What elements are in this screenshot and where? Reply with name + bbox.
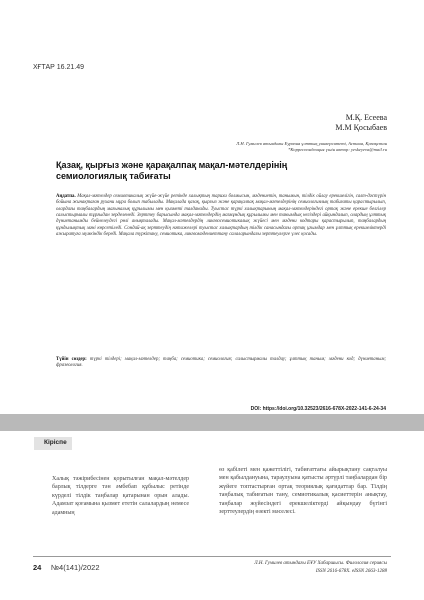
affiliation-block <box>236 141 387 153</box>
corresponding-author: *Корреспонденция үшін автор: yeskeyeva@mail.ru <box>288 147 387 152</box>
abstract <box>56 194 386 238</box>
journal-issn: ISSN 2616-678X. eISSN 2663-1288 <box>315 568 387 574</box>
classification-code: ХҒТАР 16.21.49 <box>33 64 85 71</box>
section-divider-bar <box>0 414 424 431</box>
journal-name: Л.Н. Гумилев атындағы ЕҰУ Хабаршысы. Филология сериясы <box>254 561 387 566</box>
issue-number: №4(141)/2022 <box>51 563 100 572</box>
author-name: М.Қ. Есеева <box>345 113 387 122</box>
affiliation: Л.Н. Гумилев атындағы Еуразия ұлттық университеті, Астана, Қазақстан <box>236 141 387 146</box>
author-name: М.М Қосыбаев <box>335 123 387 132</box>
journal-info <box>254 560 387 575</box>
keywords-text: түркі тілдері; мақал-мәтелдер; таңба; семиотика; семиология; салыстырмалы талдау; ұлттық таным; мәдени код; дүниетаным; фразеология. <box>56 357 386 369</box>
keywords <box>56 357 386 370</box>
doi-link[interactable]: DOI: https://doi.org/10.32523/2616-678X-2022-141-6-24-34 <box>250 406 386 412</box>
article-title-line: семиологиялық табиғаты <box>56 171 171 181</box>
article-title <box>56 160 386 182</box>
abstract-label: Аңдатпа. <box>56 194 76 199</box>
body-column-left: Халық тәжірибесінен қорытылған мақал-мәтелдер барлық тілдерге тән әмбебап құбылыс ретінде күрделі тілдік таңбалар қатарынан орын алады. Адамзат қоғамына қызмет ететін салалардың немесе адамның <box>52 476 189 516</box>
footer-divider <box>33 556 391 557</box>
keywords-label: Түйін сөздер: <box>56 357 87 362</box>
page-number: 24 <box>33 563 42 572</box>
article-title-line: Қазақ, қырғыз және қарақалпақ мақал-мәтелдерінің <box>56 160 288 170</box>
author-list <box>335 113 387 133</box>
abstract-text: Мақал-мәтелдер семиотикалық жүйе-жүйе ретінде халықтың тарихи болмысын, мәдениетін, танымын, тілдік ойлау ерекшелігін, салт-дәстүрін бойына жинақтаған рухани мұра болып табылады. Мақалада қазақ, қырғыз және қарақалпақ мақал-мәтелдерінің семиологиялық табиғаты қарастырылып, олардағы таңбалардың мағыналық құрылымы мен қызметі талданады. Туыстас түркі халықтарының мақал-мәтелдеріндегі ортақ және ерекше белгілер салыстырмалы тұрғыдан зерделенеді. Зерттеу барысында мақал-мәтелдердің мазмұндық құрылымы мен танымдық негіздері айқындалып, олардың ұлттық дүниетанымды бейнелеудегі рөлі анықталады. Мақал-мәтелдердің лингвосемиотикалық жүйесі мен мәдени кодтары қарастырылып, таңбалардың құндылықтық мәні көрсетіледі. Сондай-ақ зерттеудің нәтижелері туыстас халықтардың тілдік санасындағы ортақ ұғымдар мен ұлттық ерекшеліктерді ажыратуға мүмкіндік береді. Мақала түркітану, семиотика, лингвомәдениеттану салаларындағы зерттеулерге үлес қосады. <box>56 194 386 238</box>
body-column-right: өз қабілеті мен қажеттілігі, табиғаттағы айырықтану сақталуы мен қабылдануына, тараулуына қатысты әртүрлі таңбалардан бір жүйеге топтастырған ортақ теориялық қағидаттар бар. Тілдің таңбалық табиғатын тану, семиотикалық қасиеттерін анықтау, таңбалар жүйесіндегі ерекшеліктерді айқындау бүгінгі зерттеулердің өзекті мәселесі. <box>219 467 387 516</box>
section-heading: Кіріспе <box>44 439 67 446</box>
